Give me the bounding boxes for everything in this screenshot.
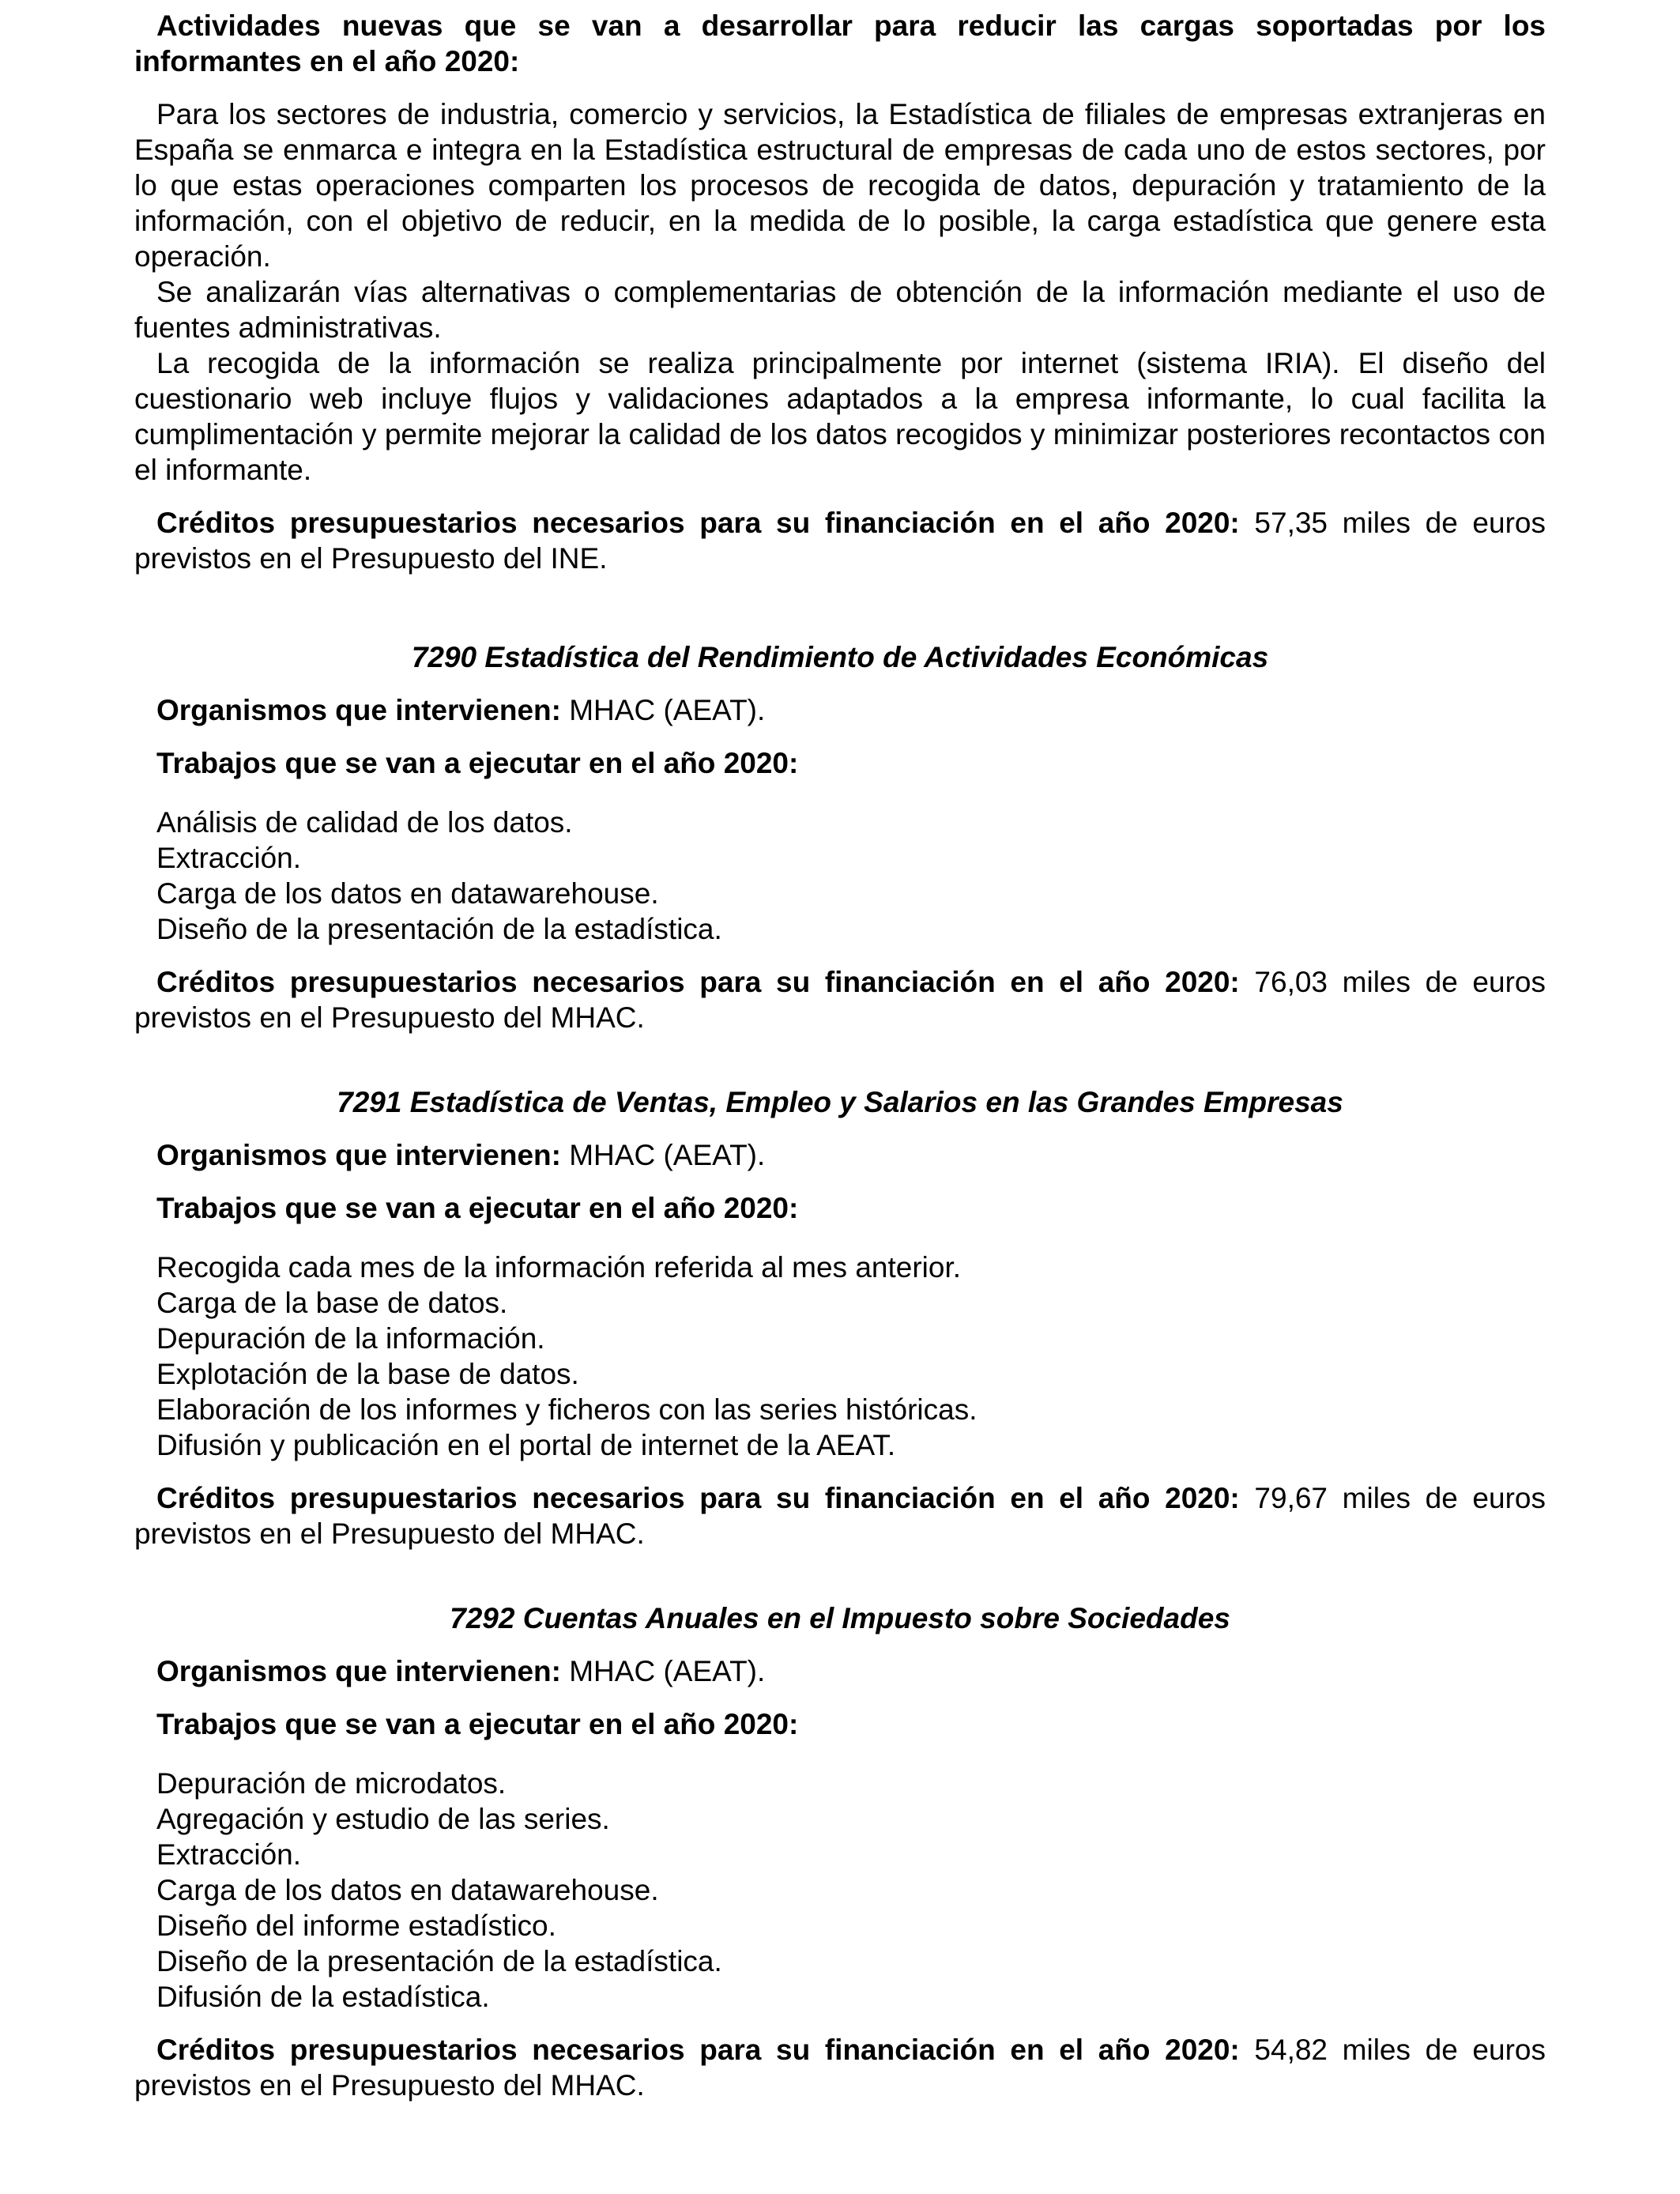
intro-heading: Actividades nuevas que se van a desarrollar para reducir las cargas soportadas por los informantes en el año 2020: [134, 9, 1546, 77]
organismos-value: MHAC (AEAT). [560, 1139, 766, 1171]
intro-credits [134, 505, 1546, 576]
credits-value: 76,03 miles de euros previstos en el Presupuesto del MHAC. [134, 966, 1546, 1034]
credits-paragraph [134, 2032, 1546, 2103]
list-item: Análisis de calidad de los datos. [156, 806, 573, 839]
organismos-label: Organismos que intervienen: [156, 1655, 561, 1687]
list-item: Carga de los datos en datawarehouse. [156, 1874, 659, 1906]
organismos-value: MHAC (AEAT). [560, 1655, 766, 1687]
trabajos-label: Trabajos que se van a ejecutar en el año 2020: [156, 1192, 799, 1224]
organismos-line [134, 1137, 1546, 1173]
credits-label: Créditos presupuestarios necesarios para su financiación en el año 2020: [156, 2034, 1240, 2066]
list-item: Extracción. [156, 842, 302, 874]
trabajos-label: Trabajos que se van a ejecutar en el año 2020: [156, 1708, 799, 1740]
list-item: Depuración de microdatos. [156, 1767, 507, 1800]
intro-paragraph: Para los sectores de industria, comercio y servicios, la Estadística de filiales de empresas extranjeras en España se enmarca e integra en la Estadística estructural de empresas de cada uno de estos sectores, por lo que estas operaciones comparten los procesos de recogida de datos, depuración y tratamiento de la información, con el objetivo de reducir, en la medida de lo posible, la carga estadística que genere esta operación. [134, 98, 1546, 273]
section-title: 7290 Estadística del Rendimiento de Actividades Económicas [411, 641, 1269, 673]
list-item: Carga de la base de datos. [156, 1287, 508, 1319]
list-item: Diseño del informe estadístico. [156, 1909, 556, 1942]
credits-label: Créditos presupuestarios necesarios para su financiación en el año 2020: [156, 1482, 1240, 1514]
intro-paragraph: Se analizarán vías alternativas o complementarias de obtención de la información mediante el uso de fuentes administrativas. [134, 276, 1546, 344]
list-item: Diseño de la presentación de la estadística. [156, 913, 722, 945]
list-item: Depuración de la información. [156, 1322, 545, 1355]
credits-value: 57,35 miles de euros previstos en el Presupuesto del INE. [134, 507, 1546, 575]
organismos-value: MHAC (AEAT). [560, 694, 766, 726]
section-title: 7292 Cuentas Anuales en el Impuesto sobre Sociedades [450, 1602, 1230, 1634]
list-item: Diseño de la presentación de la estadística. [156, 1945, 722, 1977]
list-item: Difusión de la estadística. [156, 1981, 490, 2013]
intro-paragraph: La recogida de la información se realiza principalmente por internet (sistema IRIA). El diseño del cuestionario web incluye flujos y validaciones adaptados a la empresa informante, lo cual facilita la cumplimentación y permite mejorar la calidad de los datos recogidos y minimizar posteriores recontactos con el informante. [134, 347, 1546, 486]
credits-label: Créditos presupuestarios necesarios para su financiación en el año 2020: [156, 507, 1240, 539]
organismos-label: Organismos que intervienen: [156, 1139, 561, 1171]
section-title: 7291 Estadística de Ventas, Empleo y Salarios en las Grandes Empresas [337, 1086, 1343, 1118]
organismos-line [134, 692, 1546, 728]
trabajos-list [134, 1250, 1546, 1463]
list-item: Elaboración de los informes y ficheros con las series históricas. [156, 1393, 977, 1426]
trabajos-list [134, 1766, 1546, 2015]
trabajos-label: Trabajos que se van a ejecutar en el año 2020: [156, 747, 799, 779]
list-item: Difusión y publicación en el portal de internet de la AEAT. [156, 1429, 896, 1461]
document-page [134, 8, 1546, 2103]
credits-label: Créditos presupuestarios necesarios para su financiación en el año 2020: [156, 966, 1240, 998]
credits-value: 79,67 miles de euros previstos en el Presupuesto del MHAC. [134, 1482, 1546, 1550]
organismos-label: Organismos que intervienen: [156, 694, 561, 726]
organismos-line [134, 1653, 1546, 1689]
list-item: Explotación de la base de datos. [156, 1358, 579, 1390]
credits-value: 54,82 miles de euros previstos en el Presupuesto del MHAC. [134, 2034, 1546, 2102]
list-item: Recogida cada mes de la información referida al mes anterior. [156, 1251, 962, 1284]
trabajos-list [134, 805, 1546, 947]
credits-paragraph [134, 1480, 1546, 1551]
list-item: Agregación y estudio de las series. [156, 1803, 610, 1835]
list-item: Extracción. [156, 1838, 302, 1871]
list-item: Carga de los datos en datawarehouse. [156, 877, 659, 910]
credits-paragraph [134, 964, 1546, 1035]
